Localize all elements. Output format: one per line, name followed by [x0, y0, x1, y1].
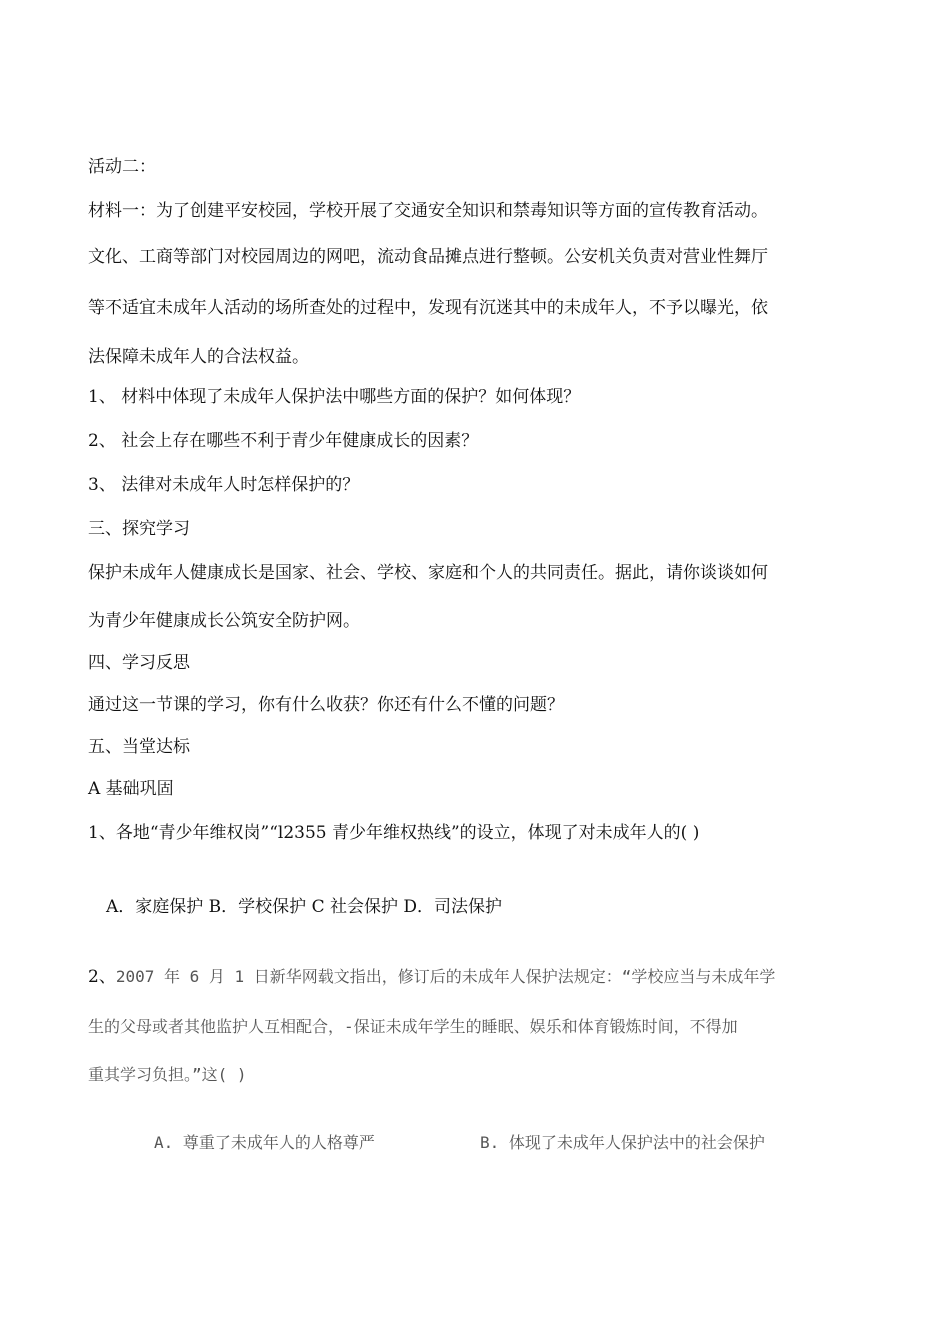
quiz-question-1-options: A．家庭保护 B．学校保护 C 社会保护 D．司法保护: [106, 897, 503, 917]
quiz-question-2-line-2: 生的父母或者其他监护人互相配合，-保证未成年学生的睡眠、娱乐和体育锻炼时间，不得加: [88, 1017, 738, 1036]
quiz-question-2-stem: 2007 年 6 月 1 日新华网载文指出，修订后的未成年人保护法规定：“学校应当与未成年学: [115, 967, 776, 986]
section-3-text-2: 为青少年健康成长公筑安全防护网。: [88, 611, 360, 631]
material-line-1: 材料一：为了创建平安校园，学校开展了交通安全知识和禁毒知识等方面的宣传教育活动。: [88, 201, 768, 221]
quiz-question-1: 1、各地“青少年维权岗”“l2355 青少年维权热线”的设立，体现了对未成年人的( ): [88, 823, 700, 843]
material-line-4: 法保障未成年人的合法权益。: [88, 347, 309, 367]
material-line-2: 文化、工商等部门对校园周边的网吧，流动食品摊点进行整顿。公安机关负责对营业性舞厅: [88, 247, 768, 267]
section-4-text: 通过这一节课的学习，你有什么收获？你还有什么不懂的问题？: [88, 695, 564, 715]
question-1: 1、 材料中体现了未成年人保护法中哪些方面的保护？如何体现？: [88, 387, 581, 407]
quiz-question-2-line-1: [88, 966, 775, 988]
question-3: 3、 法律对未成年人时怎样保护的？: [88, 475, 360, 495]
section-3-text-1: 保护未成年人健康成长是国家、社会、学校、家庭和个人的共同责任。据此，请你谈谈如何: [88, 563, 768, 583]
quiz-question-2-number: 2、: [88, 967, 116, 987]
material-line-3: 等不适宜未成年人活动的场所查处的过程中，发现有沉迷其中的未成年人，不予以曝光，依: [88, 298, 768, 318]
section-5-subheading: A 基础巩固: [88, 779, 174, 799]
quiz-question-2-option-a: A. 尊重了未成年人的人格尊严: [154, 1133, 375, 1152]
section-4-heading: 四、学习反思: [88, 653, 190, 673]
quiz-question-2-option-b: B. 体现了未成年人保护法中的社会保护: [480, 1133, 765, 1152]
quiz-question-2-line-3: 重其学习负担。”这( ): [88, 1065, 247, 1084]
activity-heading: 活动二：: [88, 157, 156, 177]
question-2: 2、 社会上存在哪些不利于青少年健康成长的因素？: [88, 431, 479, 451]
section-3-heading: 三、探究学习: [88, 519, 190, 539]
section-5-heading: 五、当堂达标: [88, 737, 190, 757]
